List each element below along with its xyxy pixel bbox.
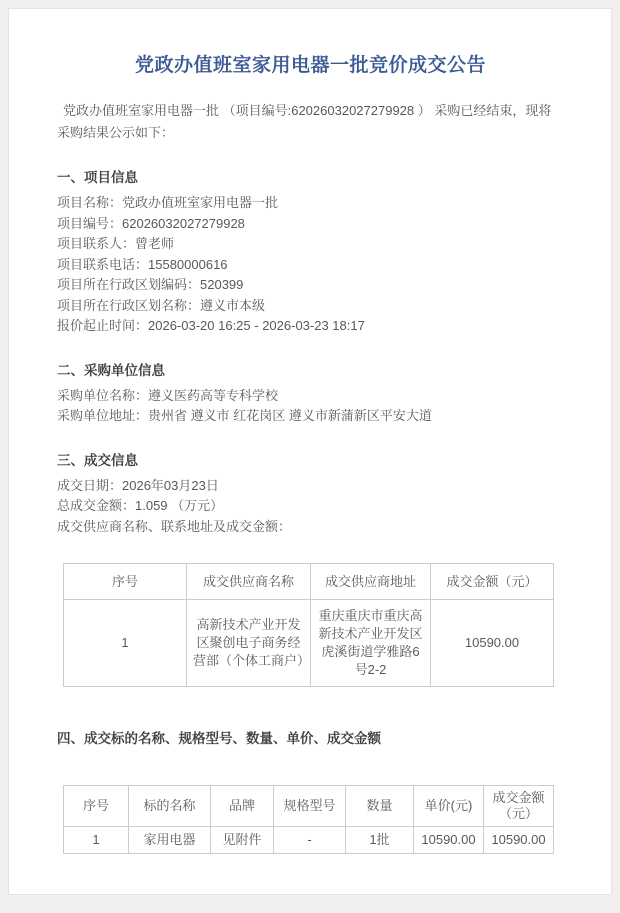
intro-paragraph: 党政办值班室家用电器一批 （项目编号:62026032027279928 ） 采购已经结束，现将采购结果公示如下： <box>57 103 552 140</box>
announcement-document <box>8 8 612 895</box>
info-line-supplier-table-caption: 成交供应商名称、联系地址及成交金额： <box>57 518 292 534</box>
supplier-header-address: 成交供应商地址 <box>311 564 431 600</box>
section-heading-project-info: 一、项目信息 <box>57 170 138 185</box>
info-line-purchaser-name: 采购单位名称：遵义医药高等专科学校 <box>57 387 279 403</box>
items-header-amount: 成交金额（元） <box>484 786 554 827</box>
supplier-header-index: 序号 <box>64 564 187 600</box>
supplier-table-header-row <box>64 564 554 600</box>
supplier-table-row <box>64 600 554 687</box>
supplier-cell-address: 重庆重庆市重庆高新技术产业开发区虎溪街道学雅路6号2-2 <box>311 600 431 687</box>
info-line-district-name: 项目所在行政区划名称：遵义市本级 <box>57 297 266 313</box>
items-header-brand: 品牌 <box>211 786 274 827</box>
info-line-district-code: 项目所在行政区划编码：520399 <box>57 277 244 292</box>
items-cell-index: 1 <box>64 827 129 854</box>
items-cell-brand: 见附件 <box>211 827 274 854</box>
info-line-quote-period: 报价起止时间：2026-03-20 16:25 - 2026-03-23 18:17 <box>57 318 365 333</box>
supplier-header-name: 成交供应商名称 <box>187 564 311 600</box>
items-table-row <box>64 827 554 854</box>
info-line-project-number: 项目编号：62026032027279928 <box>57 215 245 231</box>
items-table-header-row <box>64 786 554 827</box>
supplier-cell-index: 1 <box>64 600 187 687</box>
info-line-total-amount: 总成交金额：1.059 （万元） <box>57 498 224 513</box>
info-line-project-name: 项目名称：党政办值班室家用电器一批 <box>57 195 279 210</box>
items-header-spec: 规格型号 <box>274 786 346 827</box>
section-heading-items: 四、成交标的名称、规格型号、数量、单价、成交金额 <box>57 731 381 746</box>
info-line-project-phone: 项目联系电话：15580000616 <box>57 256 228 272</box>
items-cell-spec: - <box>274 827 346 854</box>
info-line-deal-date: 成交日期：2026年03月23日 <box>57 477 219 493</box>
info-line-purchaser-address: 采购单位地址：贵州省 遵义市 红花岗区 遵义市新蒲新区平安大道 <box>57 408 432 423</box>
items-cell-name: 家用电器 <box>129 827 211 854</box>
supplier-cell-name: 高新技术产业开发区聚创电子商务经营部（个体工商户） <box>187 600 311 687</box>
info-line-project-contact: 项目联系人：曾老师 <box>57 236 175 251</box>
items-cell-quantity: 1批 <box>346 827 414 854</box>
items-cell-amount: 10590.00 <box>484 827 554 854</box>
section-heading-deal-info: 三、成交信息 <box>57 452 138 468</box>
supplier-table <box>63 563 554 687</box>
supplier-header-amount: 成交金额（元） <box>431 564 554 600</box>
supplier-cell-amount: 10590.00 <box>431 600 554 687</box>
items-table <box>63 785 554 854</box>
items-cell-unit-price: 10590.00 <box>414 827 484 854</box>
items-header-quantity: 数量 <box>346 786 414 827</box>
items-header-index: 序号 <box>64 786 129 827</box>
section-heading-purchaser-info: 二、采购单位信息 <box>57 362 165 378</box>
page-title: 党政办值班室家用电器一批竞价成交公告 <box>134 55 486 76</box>
items-header-unit-price: 单价(元) <box>414 786 484 827</box>
items-header-name: 标的名称 <box>129 786 211 827</box>
